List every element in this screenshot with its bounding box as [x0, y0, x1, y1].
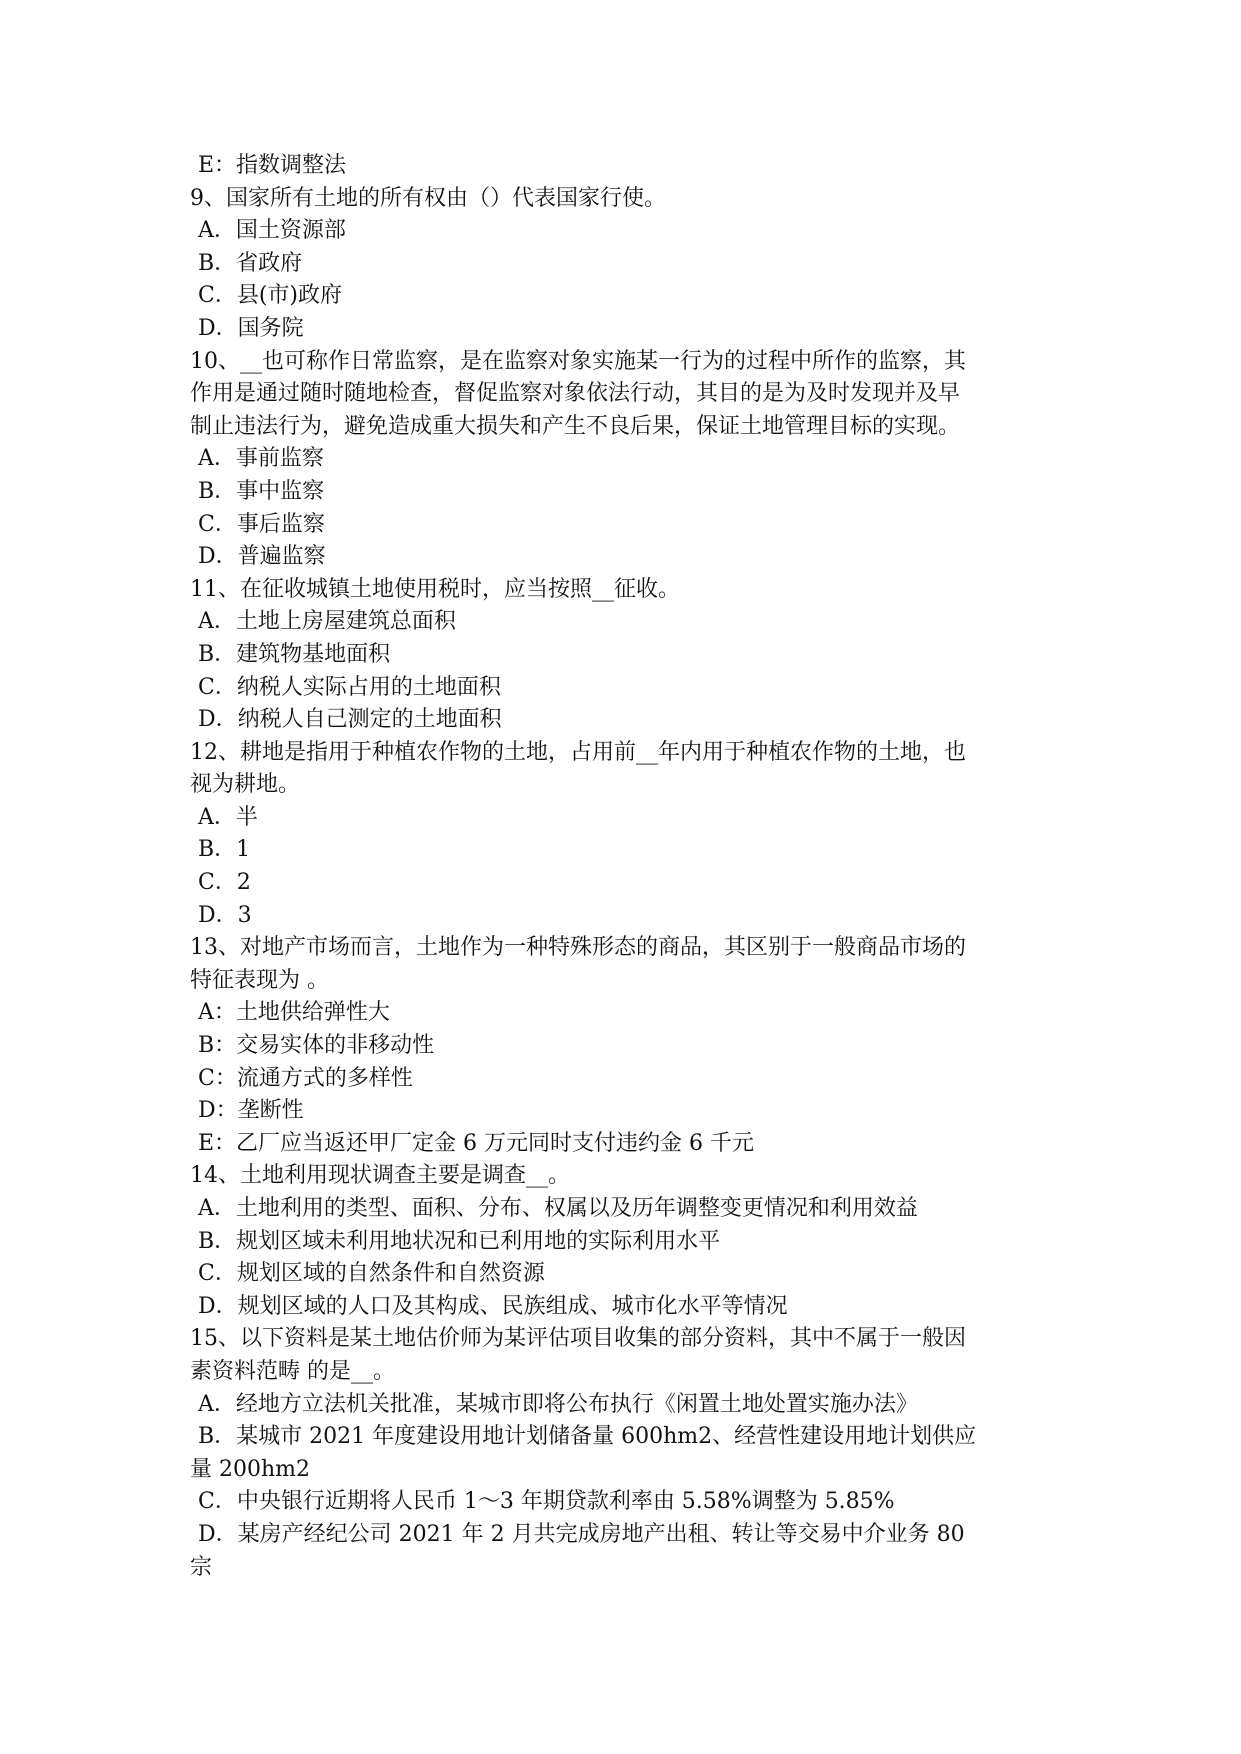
option-line: E：指数调整法 [198, 153, 347, 178]
option-line: C：流通方式的多样性 [198, 1065, 413, 1091]
option-line: C．2 [198, 870, 251, 896]
option-line: A．经地方立法机关批准，某城市即将公布执行《闲置土地处置实施办法》 [198, 1391, 918, 1417]
option-line: B．事中监察 [198, 478, 325, 504]
question-line: 特征表现为 。 [190, 967, 329, 993]
option-line: D．国务院 [198, 315, 304, 341]
question-line: 量 200hm2 [190, 1456, 311, 1482]
question-line: 15、以下资料是某土地估价师为某评估项目收集的部分资料，其中不属于一般因 [190, 1326, 966, 1352]
question-line: 视为耕地。 [190, 772, 301, 798]
question-line: 11、在征收城镇土地使用税时，应当按照__征收。 [190, 576, 680, 602]
option-line: A．半 [198, 804, 258, 830]
question-line: 13、对地产市场而言，土地作为一种特殊形态的商品，其区别于一般商品市场的 [190, 935, 966, 961]
question-line: 9、国家所有土地的所有权由（）代表国家行使。 [190, 185, 666, 211]
option-line: C．规划区域的自然条件和自然资源 [198, 1261, 545, 1287]
option-line: D：垄断性 [198, 1098, 304, 1124]
question-line: 素资料范畴 的是__。 [190, 1358, 395, 1384]
question-line: 10、__也可称作日常监察，是在监察对象实施某一行为的过程中所作的监察，其 [190, 348, 966, 374]
question-line: 12、耕地是指用于种植农作物的土地，占用前__年内用于种植农作物的土地，也 [190, 739, 966, 765]
option-line: B．省政府 [198, 250, 303, 276]
question-line: 作用是通过随时随地检查，督促监察对象依法行动，其目的是为及时发现并及早 [190, 381, 961, 407]
option-line: C．中央银行近期将人民币 1～3 年期贷款利率由 5.58%调整为 5.85% [198, 1489, 895, 1515]
option-line: B：交易实体的非移动性 [198, 1033, 435, 1059]
option-line: D．3 [198, 902, 252, 928]
option-line: D．规划区域的人口及其构成、民族组成、城市化水平等情况 [198, 1293, 788, 1319]
question-line: 宗 [190, 1554, 213, 1580]
option-line: A．国土资源部 [198, 218, 346, 244]
option-line: C．纳税人实际占用的土地面积 [198, 674, 501, 700]
option-line: D．普遍监察 [198, 544, 326, 570]
option-line: A：土地供给弹性大 [198, 1000, 390, 1026]
option-line: C．事后监察 [198, 511, 325, 537]
option-line: A．事前监察 [198, 446, 324, 472]
option-line: B．某城市 2021 年度建设用地计划储备量 600hm2、经营性建设用地计划供应 [198, 1424, 977, 1450]
option-line: B．1 [198, 837, 251, 863]
option-line: B．建筑物基地面积 [198, 641, 391, 667]
option-line: E：乙厂应当返还甲厂定金 6 万元同时支付违约金 6 千元 [198, 1130, 755, 1156]
option-line: A．土地上房屋建筑总面积 [198, 609, 456, 635]
exam-question-text [190, 150, 1060, 1584]
question-line: 制止违法行为，避免造成重大损失和产生不良后果，保证土地管理目标的实现。 [190, 413, 961, 439]
question-line: 14、土地利用现状调查主要是调查__。 [190, 1163, 570, 1189]
option-line: A．土地利用的类型、面积、分布、权属以及历年调整变更情况和利用效益 [198, 1196, 918, 1221]
option-line: D．纳税人自己测定的土地面积 [198, 707, 502, 733]
option-line: C．县(市)政府 [198, 283, 342, 309]
option-line: B．规划区域未利用地状况和已利用地的实际利用水平 [198, 1228, 721, 1254]
option-line: D．某房产经纪公司 2021 年 2 月共完成房地产出租、转让等交易中介业务 80 [198, 1521, 965, 1547]
